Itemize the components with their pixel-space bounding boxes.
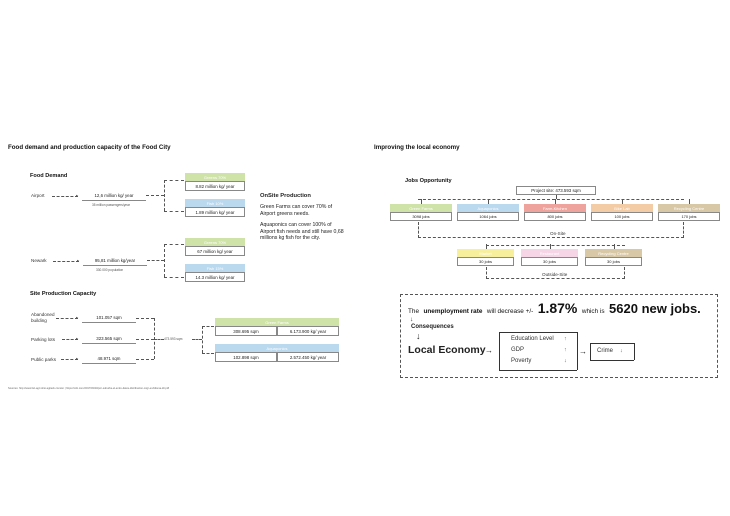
newark-fish-header: Fish 15%: [185, 264, 245, 272]
outside-label: Outside-Site: [542, 272, 568, 277]
newark-fish-value: 14.3 million kg/ year: [185, 272, 245, 282]
jobs-title: Jobs Opportunity: [405, 178, 452, 184]
merge-b: [136, 339, 154, 340]
outside-top-line: [486, 245, 625, 246]
arrow-right-icon: ▸: [76, 336, 79, 341]
green-farms-output: 6.173.900 kg/ year: [277, 326, 339, 336]
arrow-right-icon: ▸: [76, 356, 79, 361]
crime-label: Crime: [597, 348, 613, 354]
outside-value-1: 30 jobs: [521, 257, 578, 266]
aquaponics-header: Aquaponics: [215, 344, 339, 352]
project-top-line: [418, 199, 684, 200]
newark-note: 330.000 population: [96, 268, 124, 272]
airport-split-h: [146, 195, 164, 196]
onsite-value-3: 100 jobs: [591, 212, 653, 221]
factor-education: Education Level: [511, 336, 554, 342]
newark-greens-header: Greens 70%: [185, 238, 245, 246]
consequences-label: Consequences: [411, 324, 454, 330]
aquaponics-output: 2.572.450 kg/ year: [277, 352, 339, 362]
newark-demand: 95,81 million kg/year: [83, 255, 147, 266]
onsite-value-2: 800 jobs: [524, 212, 586, 221]
newark-connector: [53, 258, 80, 263]
newark-fish-link: [164, 277, 184, 278]
onsite-title: OnSite Production: [260, 193, 311, 199]
row-label-parking: Parking lots: [31, 337, 56, 342]
airport-greens-link: [164, 180, 184, 181]
crime-bracket-right: [634, 343, 635, 360]
airport-label: Airport: [31, 193, 45, 198]
newark-split: [164, 244, 165, 277]
onsite-value-0: 3098 jobs: [390, 212, 452, 221]
merge-c: [136, 359, 154, 360]
down-arrow-icon: ↓: [416, 331, 421, 341]
merge-a: [136, 318, 154, 319]
row-label-abandoned: Abandoned building: [31, 312, 55, 323]
onsite-header-2: Farm-Kitchen: [524, 204, 586, 212]
airport-greens-value: 8.82 million kg/ year: [185, 181, 245, 191]
airport-greens-header: Greens 70%: [185, 173, 245, 181]
arrow-down-icon: ↓: [620, 348, 623, 354]
newark-label: Newark: [31, 258, 47, 263]
airport-connector: [52, 193, 79, 198]
consequences-arrow-icon: ↓: [410, 316, 414, 323]
green-farms-header: Green Farms: [215, 318, 339, 326]
row-value-abandoned: 101.057 sqm: [82, 313, 136, 323]
left-title: Food demand and production capacity of the Food City: [8, 144, 171, 151]
newark-greens-link: [164, 244, 184, 245]
airport-note: 35 million passengers/year: [92, 203, 130, 207]
factors-bracket-bottom: [499, 370, 577, 371]
outside-header-1: Restaurant: [521, 249, 578, 257]
factors-bracket-top: [499, 332, 577, 333]
factor-gdp: GDP: [511, 347, 525, 353]
airport-fish-header: Fish 10%: [185, 199, 245, 207]
outside-value-0: 30 jobs: [457, 257, 514, 266]
local-economy-label: Local Economy: [408, 344, 486, 356]
outside-header-2: Recycling Centre: [585, 249, 642, 257]
row-label-parks: Public parks: [31, 357, 57, 362]
outside-value-2: 30 jobs: [585, 257, 642, 266]
right-title: Improving the local economy: [374, 144, 460, 151]
row-value-parks: 48.971 sqm: [82, 354, 136, 364]
onsite-header-4: Recycling Centre: [658, 204, 720, 212]
arrow-right-icon: ▸: [76, 315, 79, 320]
aquaponics-area: 102.898 sqm: [215, 352, 277, 362]
onsite-value-1: 1064 jobs: [457, 212, 519, 221]
total-split: [202, 326, 203, 353]
crime-bracket-top: [590, 343, 634, 344]
arrow-down-icon: ↓: [564, 358, 567, 364]
onsite-value-4: 170 jobs: [658, 212, 720, 221]
arrow-right-icon: ▸: [77, 258, 80, 263]
row-value-parking: 323.565 sqm: [82, 334, 136, 344]
abandoned-connector: [56, 315, 79, 320]
arrow-up-icon: ↑: [564, 347, 567, 353]
newark-split-h: [147, 260, 164, 261]
factor-poverty: Poverty: [511, 358, 532, 364]
project-link: [556, 195, 557, 199]
green-farms-area: 308.695 sqm: [215, 326, 277, 336]
crime-bracket-bottom: [590, 360, 634, 361]
onsite-p1: Green Farms can cover 70% of Airport greens needs.: [260, 204, 333, 217]
onsite-header-0: Green Farms: [390, 204, 452, 212]
onsite-header-1: Aquaponics: [457, 204, 519, 212]
to-aquaponics: [202, 353, 214, 354]
unemployment-sentence: [408, 300, 701, 318]
site-capacity-title: Site Production Capacity: [30, 291, 97, 297]
sentence-which: which is: [581, 308, 605, 315]
arrow-up-icon: ↑: [564, 336, 567, 342]
arrow-right-icon: →: [485, 346, 493, 355]
new-jobs: 5620 new jobs.: [609, 301, 701, 316]
unemployment-percent: 1.87%: [537, 300, 578, 316]
project-site: Project site: 473.593 sqm: [516, 186, 596, 195]
arrow-right-icon: →: [579, 347, 587, 356]
food-demand-title: Food Demand: [30, 173, 68, 179]
onsite-production-note: [260, 193, 346, 242]
sentence-prefix: The: [408, 308, 420, 315]
arrow-right-icon: ▸: [76, 193, 79, 198]
sentence-middle: will decrease +/-: [486, 308, 534, 315]
capacity-total: 473.593 sqm: [164, 337, 183, 341]
merge-out: [154, 339, 164, 340]
to-green-farms: [202, 326, 214, 327]
airport-split: [164, 180, 165, 211]
outside-header-0: Market: [457, 249, 514, 257]
onsite-p2: Aquaponics can cover 100% of Airport fish needs and still have 0,68 millions kg fish for the city.: [260, 222, 344, 242]
factors-bracket-left: [499, 332, 500, 370]
crime-bracket-left: [590, 343, 591, 360]
newark-greens-value: 67 million kg/ year: [185, 246, 245, 256]
airport-demand: 12,6 million kg/ year: [82, 190, 146, 201]
total-out: [192, 339, 202, 340]
onsite-header-3: Bike Lab: [591, 204, 653, 212]
airport-fish-value: 1.89 million kg/ year: [185, 207, 245, 217]
airport-fish-link: [164, 211, 184, 212]
factors-bracket-right: [577, 332, 578, 370]
onsite-label: On-Site: [550, 231, 566, 236]
sentence-bold: unemployment rate: [423, 308, 483, 315]
sources: Sources: http://www.faz-agri.ohio.agiteck.com/en | https://cdn.com/2017/03/23/por-suburbe-el-entre-datos-distribucion-migr-en/idioma-dir.pdf: [8, 387, 169, 390]
